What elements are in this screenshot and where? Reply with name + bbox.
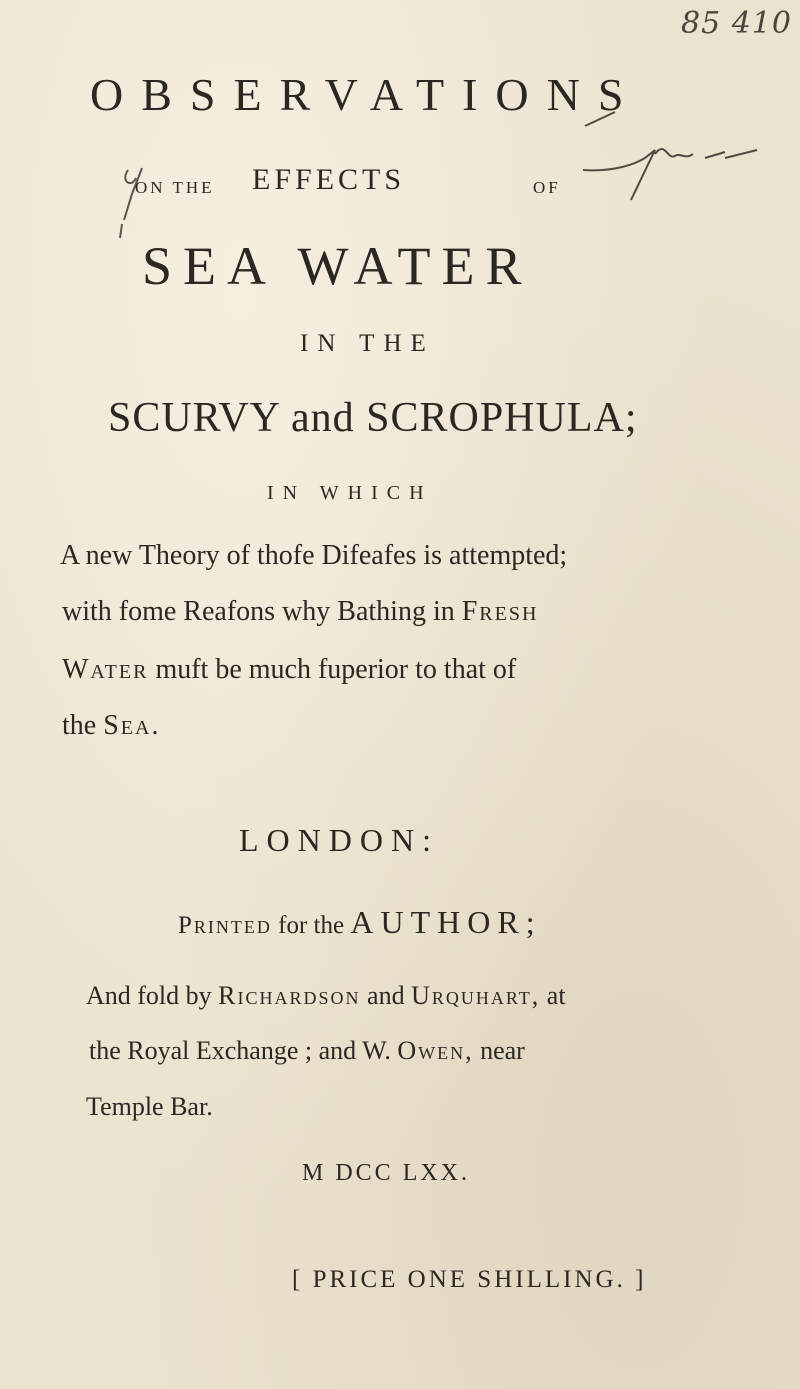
description-line-1: A new Theory of thofe Difeafes is attempted; [60,540,568,571]
description-sea: Sea. [103,710,161,741]
title-observations: OBSERVATIONS [90,69,642,120]
imprint-author: AUTHOR; [350,904,542,940]
imprint-exchange-text: the Royal Exchange ; and W. [89,1036,398,1065]
description-line-2 [62,596,538,628]
title-in-the: IN THE [300,330,435,357]
shelf-mark-annotation: 85 410 [681,6,792,41]
imprint-printed: Printed [178,912,272,939]
imprint-sold-by [86,981,566,1011]
description-line-3 [62,654,516,686]
price-line: [ PRICE ONE SHILLING. ] [292,1266,647,1293]
title-scurvy-scrophula: SCURVY and SCROPHULA; [108,395,638,441]
handwritten-mark-left [118,160,168,240]
imprint-place: LONDON: [239,822,439,858]
handwritten-signature-right [575,100,765,210]
imprint-and: and [360,981,412,1010]
description-fresh: Fresh [461,596,539,627]
imprint-date: M DCC LXX. [302,1160,471,1186]
title-in-which: IN WHICH [267,482,433,504]
imprint-exchange [89,1036,525,1066]
imprint-owen: Owen, [397,1036,474,1065]
imprint-printed-for [178,904,542,941]
imprint-for-the: for the [271,912,351,939]
title-sea-water: SEA WATER [142,236,533,296]
imprint-at: at [540,981,566,1010]
description-line-4 [62,710,160,742]
title-on-the: ON THE [135,178,215,197]
imprint-temple-bar: Temple Bar. [86,1092,213,1121]
title-of: OF [533,178,561,197]
description-water: Water [62,654,149,685]
imprint-richardson: Richardson [218,981,361,1010]
description-line-4-text: the [62,710,104,741]
imprint-urquhart: Urquhart, [411,981,541,1010]
description-line-2-text: with fome Reafons why Bathing in [62,596,462,627]
title-effects: EFFECTS [252,163,406,196]
imprint-sold-text: And fold by [86,981,219,1010]
imprint-near: near [473,1036,525,1065]
description-line-3-text: muft be much fuperior to that of [148,654,517,685]
